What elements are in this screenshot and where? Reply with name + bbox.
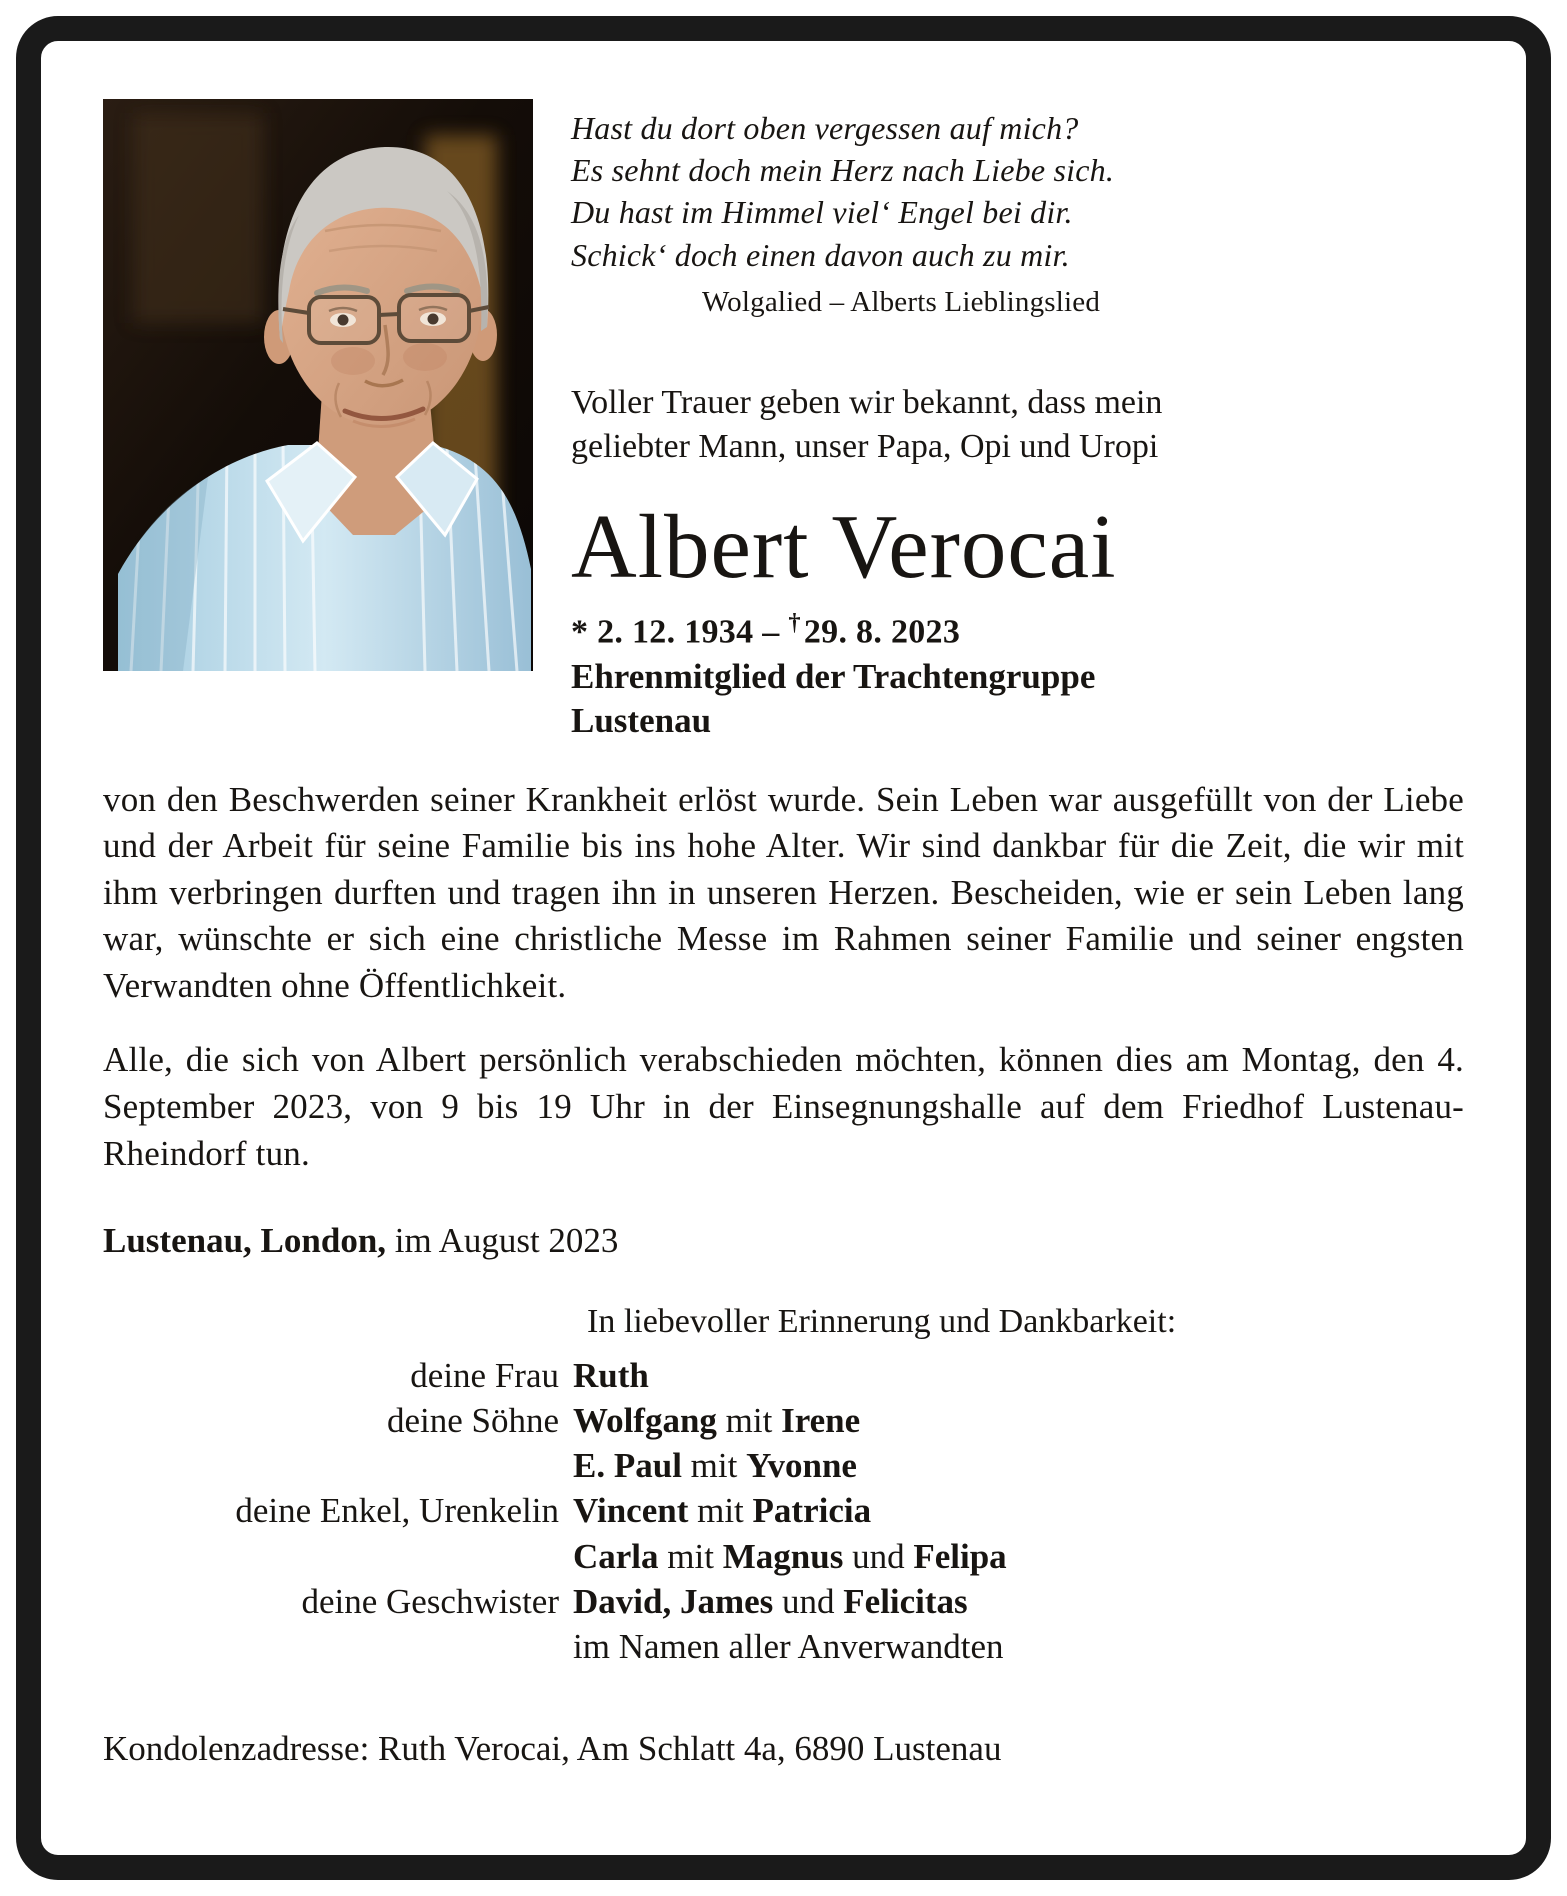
family-row [103, 1353, 1464, 1398]
poem-line: Es sehnt doch mein Herz nach Liebe sich. [571, 152, 1115, 189]
portrait-photo [103, 99, 533, 671]
place-dateline [103, 1221, 1464, 1261]
portrait-photo-illustration [103, 99, 533, 671]
family-relation-label: deine Söhne [386, 1401, 559, 1441]
family-row [103, 1488, 1464, 1533]
family-relation-label: deine Enkel, Urenkelin [235, 1491, 559, 1531]
poem-attribution: Wolgalied – Alberts Lieblingslied [701, 285, 1101, 318]
poem-line: Du hast im Himmel viel‘ Engel bei dir. [571, 194, 1073, 231]
family-member-names: David, James und Felicitas [573, 1581, 968, 1621]
family-member-names: Ruth [573, 1356, 649, 1396]
obituary-card-frame [16, 16, 1551, 1880]
family-relation-label [103, 1443, 573, 1488]
dateline-month: im August 2023 [386, 1221, 619, 1261]
family-member-names: Carla mit Magnus und Felipa [573, 1536, 1007, 1576]
family-row [103, 1579, 1464, 1624]
family-relation-label [103, 1534, 573, 1579]
announcement-text: Voller Trauer geben wir bekannt, dass mein geliebter Mann, unser Papa, Opi und Uropi [571, 383, 1163, 466]
family-member-names: im Namen aller Anverwandten [573, 1626, 1004, 1666]
family-row [103, 1534, 1464, 1579]
family-list [103, 1353, 1464, 1669]
poem-line: Hast du dort oben vergessen auf mich? [571, 110, 1079, 146]
family-member-names: Vincent mit Patricia [573, 1491, 872, 1531]
family-relation-label: deine Frau [410, 1356, 559, 1396]
dateline-places: Lustenau, London, [103, 1221, 387, 1261]
remembrance-heading: In liebevoller Erinnerung und Dankbarkeit: [587, 1303, 1177, 1341]
deceased-name: Albert Verocai [571, 496, 1117, 598]
top-section [103, 99, 1464, 743]
family-row [103, 1624, 1464, 1669]
header-text-column [571, 99, 1231, 743]
death-date: 29. 8. 2023 [803, 613, 961, 651]
condolence-address: Kondolenzadresse: Ruth Verocai, Am Schlatt 4a, 6890 Lustenau [103, 1729, 1002, 1769]
family-relation-label: deine Geschwister [301, 1581, 559, 1621]
obituary-paragraph-1: von den Beschwerden seiner Krankheit erlöst wurde. Sein Leben war ausgefüllt von der Liebe und der Arbeit für seine Familie bis ins hohe Alter. Wir sind dankbar für die Zeit, die wir mit ihm verbringen durften und tragen ihn in unseren Herzen. Bescheiden, wie er sein Leben lang war, wünschte er sich eine christliche Messe im Rahmen seiner Familie und seiner engsten Verwandten ohne Öffentlichkeit. [103, 779, 1464, 1005]
family-row [103, 1443, 1464, 1488]
family-member-names: E. Paul mit Yvonne [573, 1446, 857, 1486]
obituary-paragraph-2: Alle, die sich von Albert persönlich verabschieden möchten, können dies am Montag, den 4. September 2023, von 9 bis 19 Uhr in der Einsegnungshalle auf dem Friedhof Lustenau-Rheindorf tun. [103, 1040, 1464, 1173]
life-dates [571, 609, 1231, 651]
dagger-symbol: † [788, 608, 801, 636]
honorary-membership: Ehrenmitglied der Trachtengruppe Lustenau [571, 657, 1096, 740]
birth-date: * 2. 12. 1934 – [571, 613, 789, 651]
poem [571, 107, 1231, 319]
family-row [103, 1398, 1464, 1443]
poem-line: Schick‘ doch einen davon auch zu mir. [571, 236, 1070, 273]
family-member-names: Wolfgang mit Irene [573, 1401, 861, 1441]
family-relation-label [103, 1624, 573, 1669]
